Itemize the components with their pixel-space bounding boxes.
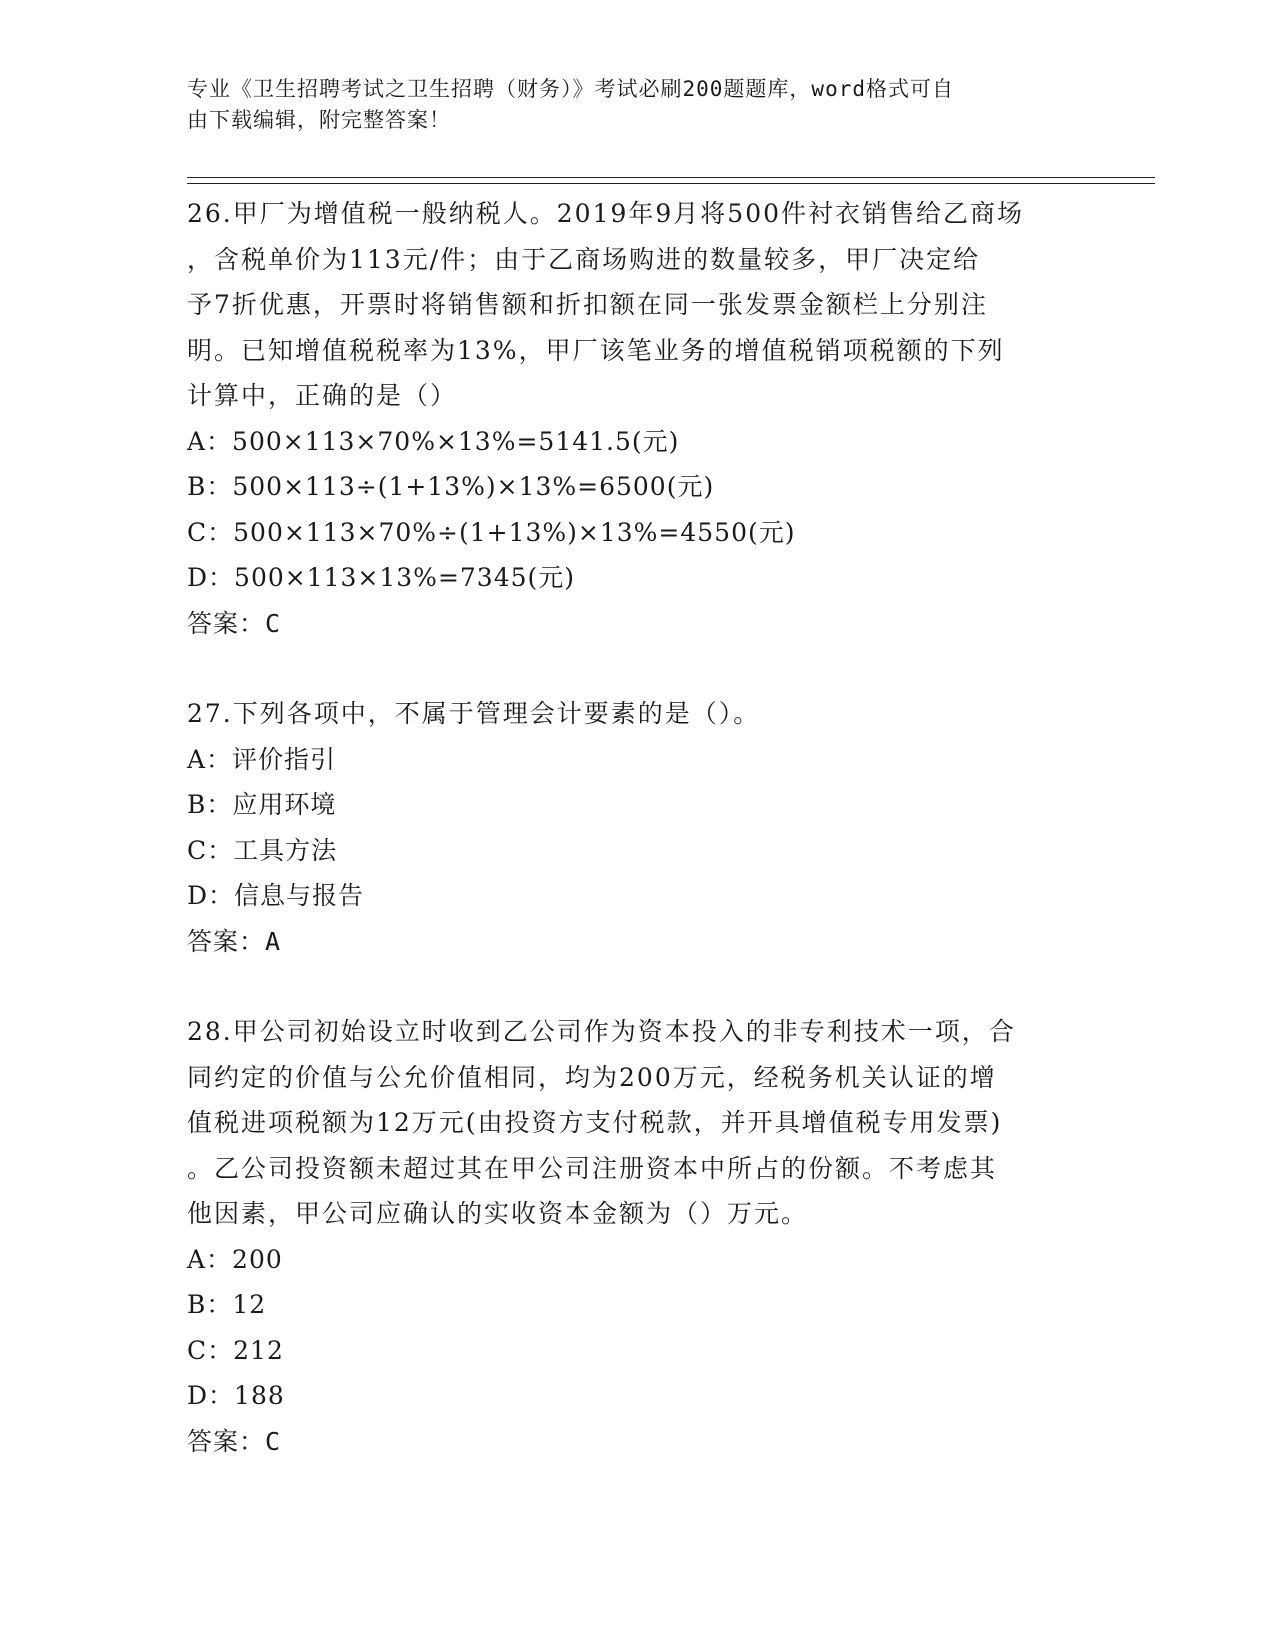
question-stem-line: 。乙公司投资额未超过其在甲公司注册资本中所占的份额。不考虑其: [187, 1153, 998, 1183]
question-stem-line: 26.甲厂为增值税一般纳税人。2019年9月将500件衬衣销售给乙商场: [187, 199, 1025, 228]
question-stem-line: 计算中，正确的是（）: [187, 381, 458, 410]
option-c: C：500×113×70%÷(1+13%)×13%=4550(元): [187, 517, 796, 547]
question-list: [187, 191, 1087, 1509]
option-c: C：212: [187, 1335, 284, 1365]
answer-line: 答案：A: [187, 926, 282, 956]
question-stem-line: ，含税单价为113元/件；由于乙商场购进的数量较多，甲厂决定给: [187, 244, 981, 274]
option-b: B：12: [187, 1290, 267, 1319]
header-line-1: 专业《卫生招聘考试之卫生招聘（财务）》考试必刷200题题库，word格式可自: [187, 77, 954, 101]
option-c: C：工具方法: [187, 835, 338, 865]
option-a: A：200: [187, 1244, 283, 1274]
question-stem-line: 27.下列各项中，不属于管理会计要素的是（）。: [187, 699, 761, 728]
question-stem-line: 他因素，甲公司应确认的实收资本金额为（）万元。: [187, 1199, 809, 1228]
option-a: A：评价指引: [187, 744, 337, 774]
header-divider-bottom: [187, 183, 1155, 184]
question-stem-line: 予7折优惠，开票时将销售额和折扣额在同一张发票金额栏上分别注: [187, 290, 988, 319]
option-d: D：188: [187, 1381, 285, 1410]
question-28: [187, 1009, 1087, 1464]
question-26: [187, 191, 1087, 646]
answer-line: 答案：C: [187, 608, 282, 638]
document-header: [187, 74, 1077, 136]
option-a: A：500×113×70%×13%=5141.5(元): [187, 426, 680, 456]
option-d: D：500×113×13%=7345(元): [187, 563, 576, 592]
option-b: B：应用环境: [187, 790, 337, 819]
question-stem-line: 值税进项税额为12万元(由投资方支付税款，并开具增值税专用发票): [187, 1108, 1003, 1137]
question-stem-line: 明。已知增值税税率为13%，甲厂该笔业务的增值税销项税额的下列: [187, 335, 1005, 365]
answer-line: 答案：C: [187, 1426, 282, 1456]
header-line-2: 由下载编辑，附完整答案！: [187, 108, 451, 132]
header-divider-top: [187, 177, 1155, 178]
question-stem-line: 28.甲公司初始设立时收到乙公司作为资本投入的非专利技术一项，合: [187, 1017, 1016, 1046]
option-d: D：信息与报告: [187, 881, 365, 910]
option-b: B：500×113÷(1+13%)×13%=6500(元): [187, 472, 715, 501]
question-stem-line: 同约定的价值与公允价值相同，均为200万元，经税务机关认证的增: [187, 1062, 997, 1092]
question-27: [187, 691, 1087, 964]
